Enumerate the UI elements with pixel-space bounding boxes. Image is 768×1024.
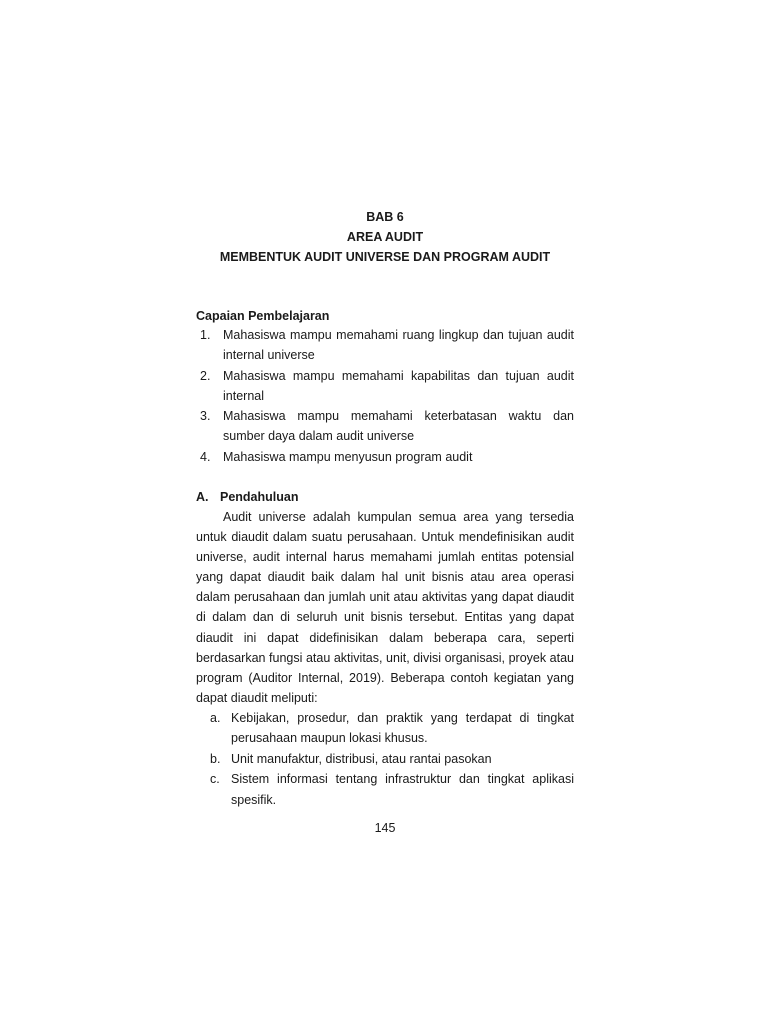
list-item-number: 1. xyxy=(200,328,211,342)
learning-outcomes-list xyxy=(196,325,574,467)
page-number: 145 xyxy=(374,821,396,835)
chapter-subtitle: MEMBENTUK AUDIT UNIVERSE DAN PROGRAM AUDIT xyxy=(219,250,551,264)
list-item-letter: a. xyxy=(210,711,221,725)
list-item-text: Mahasiswa mampu menyusun program audit xyxy=(223,449,473,464)
list-item xyxy=(206,708,574,749)
list-item-number: 3. xyxy=(200,409,211,424)
list-item-text: Mahasiswa mampu memahami kapabilitas dan tujuan audit internal xyxy=(223,368,574,403)
list-item-letter: c. xyxy=(210,772,220,787)
chapter-title: AREA AUDIT xyxy=(346,230,424,244)
list-item xyxy=(196,447,574,467)
list-item-number: 2. xyxy=(200,368,211,383)
chapter-number: BAB 6 xyxy=(366,210,404,224)
list-item xyxy=(196,325,574,366)
list-item-text: Unit manufaktur, distribusi, atau rantai pasokan xyxy=(231,751,492,766)
auditable-examples-list xyxy=(206,708,574,810)
list-item-text: Mahasiswa mampu memahami keterbatasan waktu dan sumber daya dalam audit universe xyxy=(223,409,574,444)
section-title: Pendahuluan xyxy=(220,490,299,504)
learning-outcomes-heading: Capaian Pembelajaran xyxy=(196,309,330,323)
chapter-title-block xyxy=(196,207,574,267)
list-item-text: Mahasiswa mampu memahami ruang lingkup dan tujuan audit internal universe xyxy=(223,328,574,363)
list-item-number: 4. xyxy=(200,449,211,464)
list-item-letter: b. xyxy=(210,751,221,766)
intro-paragraph: Audit universe adalah kumpulan semua area yang tersedia untuk diaudit dalam suatu perusahaan. Untuk mendefinisikan audit universe, audit internal harus memahami jumlah entitas potensial yang dapat diaudit baik dalam hal unit bisnis atau area operasi dalam perusahaan dan jumlah unit atau aktivitas yang dapat diaudit di dalam dan di seluruh unit bisnis tersebut. Entitas yang dapat diaudit ini dapat didefinisikan dalam beberapa cara, seperti berdasarkan fungsi atau aktivitas, unit, divisi organisasi, proyek atau program (Auditor Internal, 2019). Beberapa contoh kegiatan yang dapat diaudit meliputi: xyxy=(196,510,574,705)
section-a-heading xyxy=(196,487,298,507)
list-item xyxy=(206,769,574,810)
list-item-text: Kebijakan, prosedur, dan praktik yang terdapat di tingkat perusahaan maupun lokasi khusus. xyxy=(231,711,574,746)
document-page xyxy=(196,0,574,1024)
list-item xyxy=(196,406,574,447)
list-item xyxy=(206,749,574,769)
list-item-text: Sistem informasi tentang infrastruktur dan tingkat aplikasi spesifik. xyxy=(231,772,574,807)
section-letter: A. xyxy=(196,490,209,504)
list-item xyxy=(196,366,574,407)
